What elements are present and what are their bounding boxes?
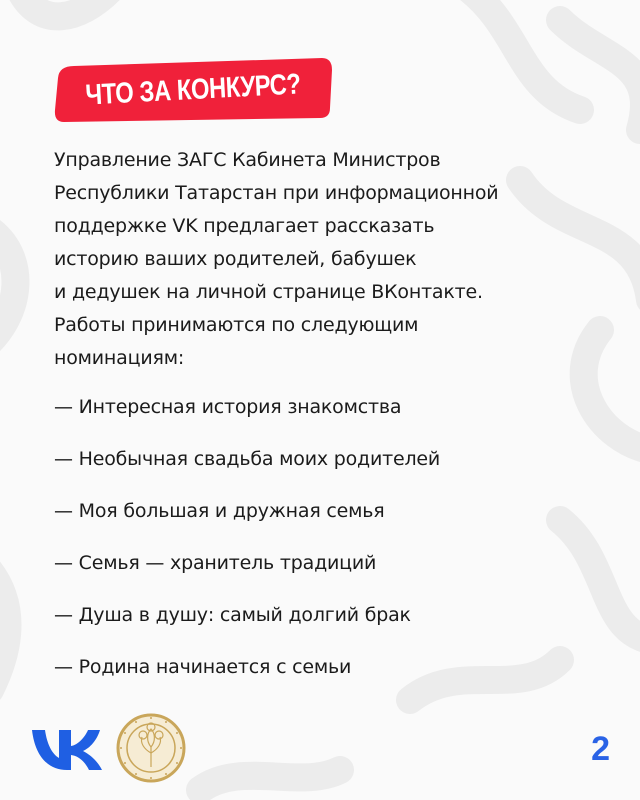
vk-logo-icon [30, 724, 104, 772]
intro-line: поддержке VK предлагает рассказать [54, 215, 435, 237]
zags-tatarstan-emblem-icon [116, 713, 186, 783]
intro-line: Республики Татарстан при информационной [54, 182, 499, 204]
intro-line: номинациям: [54, 347, 185, 369]
nomination-item: — Интересная история знакомства [54, 396, 402, 418]
intro-line: и дедушек на личной странице ВКонтакте. [54, 281, 483, 303]
intro-line: Управление ЗАГС Кабинета Министров [54, 149, 441, 171]
nomination-item: — Моя большая и дружная семья [54, 500, 385, 522]
nomination-item: — Душа в душу: самый долгий брак [54, 604, 411, 626]
title-badge [52, 56, 334, 124]
intro-line: Работы принимаются по следующим [54, 314, 419, 336]
intro-line: историю ваших родителей, бабушек [54, 248, 417, 270]
nomination-item: — Родина начинается с семьи [54, 656, 352, 678]
page-number: 2 [591, 730, 610, 768]
nomination-item: — Семья — хранитель традиций [54, 552, 377, 574]
intro-text [54, 144, 584, 375]
nomination-item: — Необычная свадьба моих родителей [54, 448, 441, 470]
page-title: ЧТО ЗА КОНКУРС? [84, 67, 302, 112]
nominations-list [54, 389, 594, 701]
